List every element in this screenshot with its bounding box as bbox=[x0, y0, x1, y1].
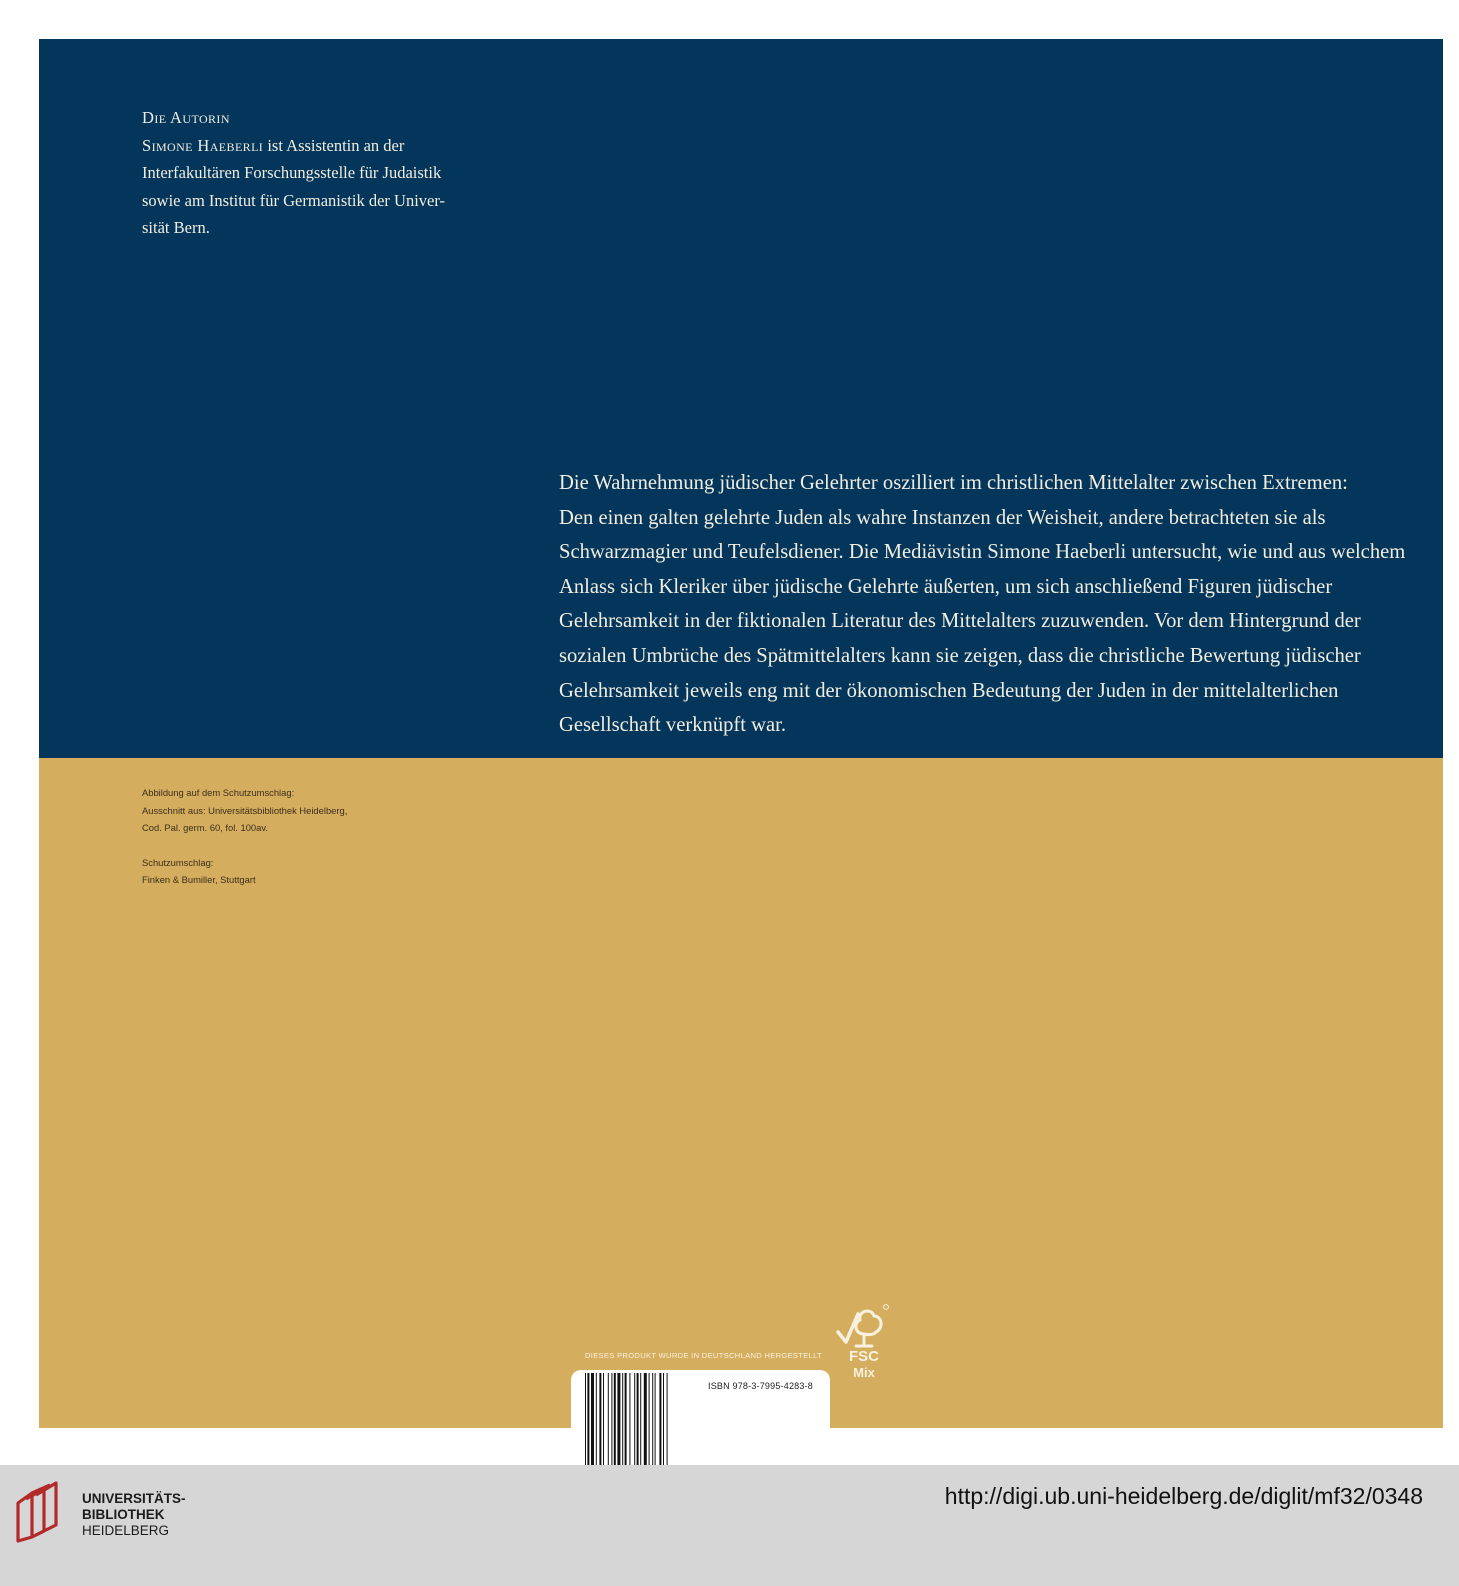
author-bio-line: sowie am Institut für Germanistik der Univer- bbox=[142, 190, 446, 210]
barcode-bar bbox=[622, 1373, 623, 1467]
barcode-bar bbox=[663, 1373, 664, 1467]
fsc-mix-label: Mix bbox=[853, 1365, 875, 1380]
jacket-credit-label: Schutzumschlag: bbox=[142, 856, 214, 868]
cover-credits bbox=[142, 784, 442, 889]
blurb-line: Den einen galten gelehrte Juden als wahre Instanzen der Weisheit, andere betrachteten sie als bbox=[559, 506, 1326, 529]
barcode-bar bbox=[644, 1373, 647, 1467]
barcode-bar bbox=[617, 1373, 620, 1467]
library-name-line: UNIVERSITÄTS- bbox=[82, 1491, 186, 1506]
library-name-line: HEIDELBERG bbox=[82, 1523, 170, 1538]
blurb-line: sozialen Umbrüche des Spätmittelalters kann sie zeigen, dass die christliche Bewertung jüdischer bbox=[559, 644, 1361, 667]
blurb-line: Die Wahrnehmung jüdischer Gelehrter oszilliert im christlichen Mittelalter zwischen Extremen: bbox=[559, 472, 1348, 494]
author-heading: Die Autorin bbox=[142, 108, 230, 127]
made-in-germany-notice: DIESES PRODUKT WURDE IN DEUTSCHLAND HERGESTELLT bbox=[585, 1351, 823, 1360]
barcode-bar bbox=[603, 1373, 604, 1467]
barcode-bar bbox=[614, 1373, 616, 1467]
author-bio-line: Interfakultären Forschungsstelle für Judaistik bbox=[142, 163, 442, 182]
blurb-line: Gelehrsamkeit jeweils eng mit der ökonomischen Bedeutung der Juden in der mittelalterlichen bbox=[559, 679, 1339, 702]
blurb-line: Gelehrsamkeit in der fiktionalen Literatur des Mittelalters zuzuwenden. Vor dem Hintergrund der bbox=[559, 610, 1361, 633]
barcode-bar bbox=[591, 1373, 594, 1467]
barcode-bar bbox=[659, 1373, 661, 1467]
fsc-logo bbox=[834, 1302, 894, 1384]
illustration-credit-line: Cod. Pal. germ. 60, fol. 100av. bbox=[142, 822, 268, 833]
library-footer bbox=[0, 1465, 1459, 1586]
barcode-bar bbox=[629, 1373, 630, 1467]
author-name: Simone Haeberli bbox=[142, 135, 264, 155]
fsc-tree-checkmark-icon bbox=[834, 1302, 894, 1350]
barcode-bar bbox=[667, 1373, 668, 1467]
barcode-bar bbox=[640, 1373, 641, 1467]
barcode-bar bbox=[585, 1373, 586, 1467]
blurb-line: Anlass sich Kleriker über jüdische Gelehrte äußerten, um sich anschließend Figuren jüdischer bbox=[559, 575, 1333, 598]
jacket-credit-value: Finken & Bumiller, Stuttgart bbox=[142, 874, 256, 885]
barcode-bar bbox=[634, 1373, 635, 1467]
book-blurb bbox=[559, 466, 1439, 743]
barcode-bar bbox=[655, 1373, 656, 1467]
barcode-bar bbox=[596, 1373, 597, 1467]
fsc-label: FSC bbox=[849, 1348, 879, 1365]
barcode-bar bbox=[625, 1373, 627, 1467]
barcode-bar bbox=[599, 1373, 601, 1467]
blurb-line: Schwarzmagier und Teufelsdiener. Die Mediävistin Simone Haeberli untersucht, wie und aus welchem bbox=[559, 541, 1406, 564]
ub-heidelberg-books-icon bbox=[14, 1479, 72, 1543]
author-bio-line: sität Bern. bbox=[142, 218, 210, 237]
barcode-bar bbox=[608, 1373, 609, 1467]
illustration-credit-label: Abbildung auf dem Schutzumschlag: bbox=[142, 787, 295, 798]
barcode-bar bbox=[637, 1373, 639, 1467]
barcode-bar bbox=[587, 1373, 589, 1467]
isbn-barcode bbox=[585, 1373, 695, 1467]
blurb-line: Gesellschaft verknüpft war. bbox=[559, 714, 787, 737]
barcode-bar bbox=[649, 1373, 650, 1467]
credit-spacer bbox=[142, 837, 442, 854]
barcode-bar bbox=[611, 1373, 612, 1467]
isbn-number: ISBN 978-3-7995-4283-8 bbox=[708, 1381, 813, 1391]
author-bio bbox=[142, 104, 487, 242]
illustration-credit-line: Ausschnitt aus: Universitätsbibliothek Heidelberg, bbox=[142, 804, 348, 816]
author-bio-line: ist Assistentin an der bbox=[263, 135, 405, 155]
permalink-url[interactable]: http://digi.ub.uni-heidelberg.de/diglit/mf32/0348 bbox=[944, 1483, 1423, 1509]
library-name-line: BIBLIOTHEK bbox=[82, 1507, 165, 1522]
library-name bbox=[82, 1491, 186, 1539]
barcode-panel bbox=[571, 1370, 830, 1467]
barcode-bar bbox=[652, 1373, 653, 1467]
